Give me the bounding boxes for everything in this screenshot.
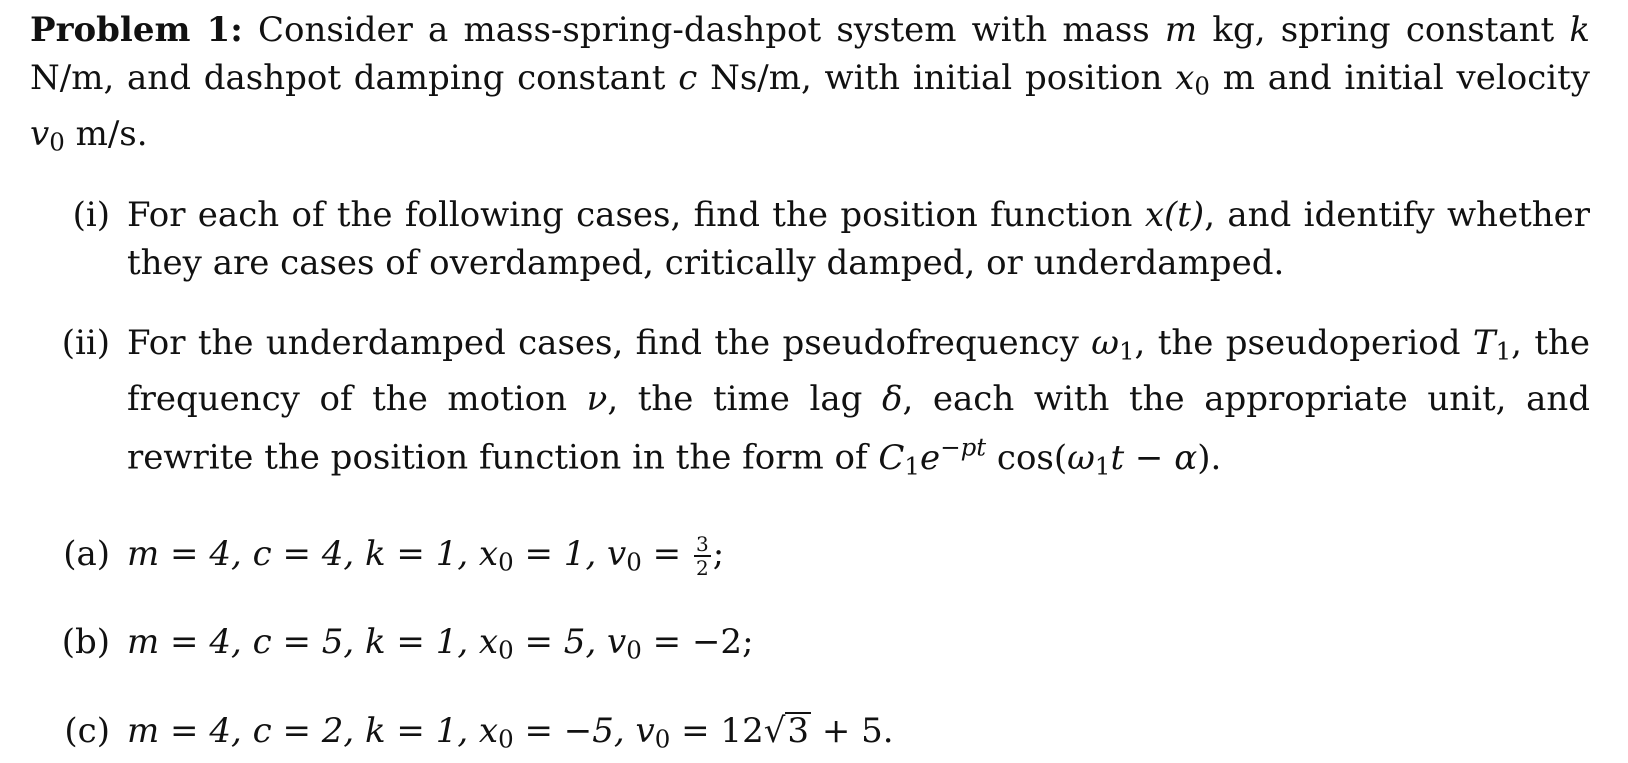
closing: ).: [1197, 437, 1222, 478]
parameters: m = 4, c = 5, k = 1, x: [127, 622, 499, 663]
target-form-formula: [878, 432, 1222, 480]
pseudofrequency-symbol: [1091, 322, 1135, 366]
case-parameters: [127, 530, 1590, 586]
denominator: 2: [695, 555, 709, 580]
parameters: = 1, v: [513, 533, 627, 574]
symbol: ω: [1091, 322, 1119, 363]
case-label: (b): [61, 622, 110, 663]
intro-text: m/s.: [64, 114, 148, 155]
intro-text: N/m, and dashpot damping constant: [30, 58, 679, 98]
text: For the underdamped cases, find the pseudofrequency: [127, 322, 1092, 363]
symbol: ω: [1067, 437, 1095, 478]
subscript: 0: [654, 724, 671, 754]
damping-constant-variable: c: [678, 58, 698, 98]
subscript: 0: [1194, 71, 1210, 101]
parameters: m = 4, c = 2, k = 1, x: [127, 710, 499, 751]
equals: = 12: [670, 710, 764, 751]
subscript: 0: [626, 547, 642, 577]
time-lag-symbol: δ: [882, 379, 903, 420]
terminator: = −2;: [641, 622, 754, 663]
subscript: 0: [498, 635, 514, 665]
equals: =: [641, 533, 692, 574]
case-c: [30, 707, 1590, 763]
text: , the frequency of the motion: [127, 322, 1591, 420]
subscript: 0: [498, 724, 514, 754]
text: , the time lag: [607, 379, 883, 420]
cos-function: cos(: [986, 437, 1068, 478]
spring-constant-variable: k: [1569, 10, 1590, 50]
case-label: (c): [64, 710, 110, 751]
argument: t − α: [1110, 437, 1198, 478]
subscript: 0: [498, 547, 514, 577]
case-parameters: [127, 707, 1590, 763]
intro-text: Ns/m, with initial position: [697, 58, 1176, 98]
parameters: m = 4, c = 4, k = 1, x: [127, 533, 499, 574]
frequency-symbol: ν: [586, 379, 608, 420]
fraction: [694, 533, 711, 579]
subscript: 1: [904, 450, 920, 480]
part-label: (ii): [61, 322, 110, 363]
problem-heading: Problem 1:: [30, 10, 243, 50]
radicand: 3: [787, 710, 810, 751]
terminator: ;: [712, 533, 725, 574]
intro-text: m and initial velocity: [1209, 58, 1590, 98]
text: , and identify whether they are cases of overdamped, critically damped, or underdamped.: [127, 194, 1590, 283]
symbol: T: [1472, 322, 1496, 363]
intro-text: Consider a mass-spring-dashpot system with mass: [242, 10, 1165, 50]
position-function: x(t): [1144, 194, 1205, 235]
case-a: [30, 530, 1590, 586]
text: , each with the appropriate unit, and rewrite the position function in the form of: [127, 379, 1590, 478]
part-label: (i): [72, 194, 110, 235]
initial-position-variable: [1175, 58, 1210, 101]
text: For each of the following cases, find the position function: [127, 194, 1145, 235]
mass-variable: m: [1164, 10, 1198, 50]
case-parameters: [127, 618, 1590, 674]
subscript: 1: [1094, 450, 1111, 480]
variable-letter: v: [30, 114, 50, 155]
text: , the pseudoperiod: [1134, 322, 1473, 363]
superscript: −pt: [940, 432, 987, 462]
part-i: [30, 191, 1590, 287]
radical-sign: √: [763, 710, 786, 751]
numerator: 3: [695, 531, 709, 556]
symbol: e: [919, 437, 941, 478]
case-b: [30, 618, 1590, 674]
parameters: = −5, v: [513, 710, 655, 751]
part-text: [127, 319, 1590, 490]
parameters: = 5, v: [513, 622, 627, 663]
terminator: + 5.: [811, 710, 894, 751]
part-ii: [30, 319, 1590, 490]
subscript: 0: [626, 635, 642, 665]
pseudoperiod-symbol: [1472, 322, 1512, 366]
subscript: 1: [1495, 336, 1512, 366]
problem-page: [30, 6, 1590, 763]
subscript: 0: [49, 127, 65, 157]
intro-text: kg, spring constant: [1197, 10, 1570, 50]
subscript: 1: [1118, 336, 1135, 366]
case-label: (a): [63, 533, 110, 574]
part-text: [127, 191, 1590, 287]
square-root: [764, 707, 811, 755]
variable-letter: x: [1175, 58, 1195, 98]
question-parts: [30, 191, 1590, 763]
problem-statement: [30, 6, 1590, 167]
initial-velocity-variable: [30, 114, 65, 157]
symbol: C: [878, 437, 905, 478]
